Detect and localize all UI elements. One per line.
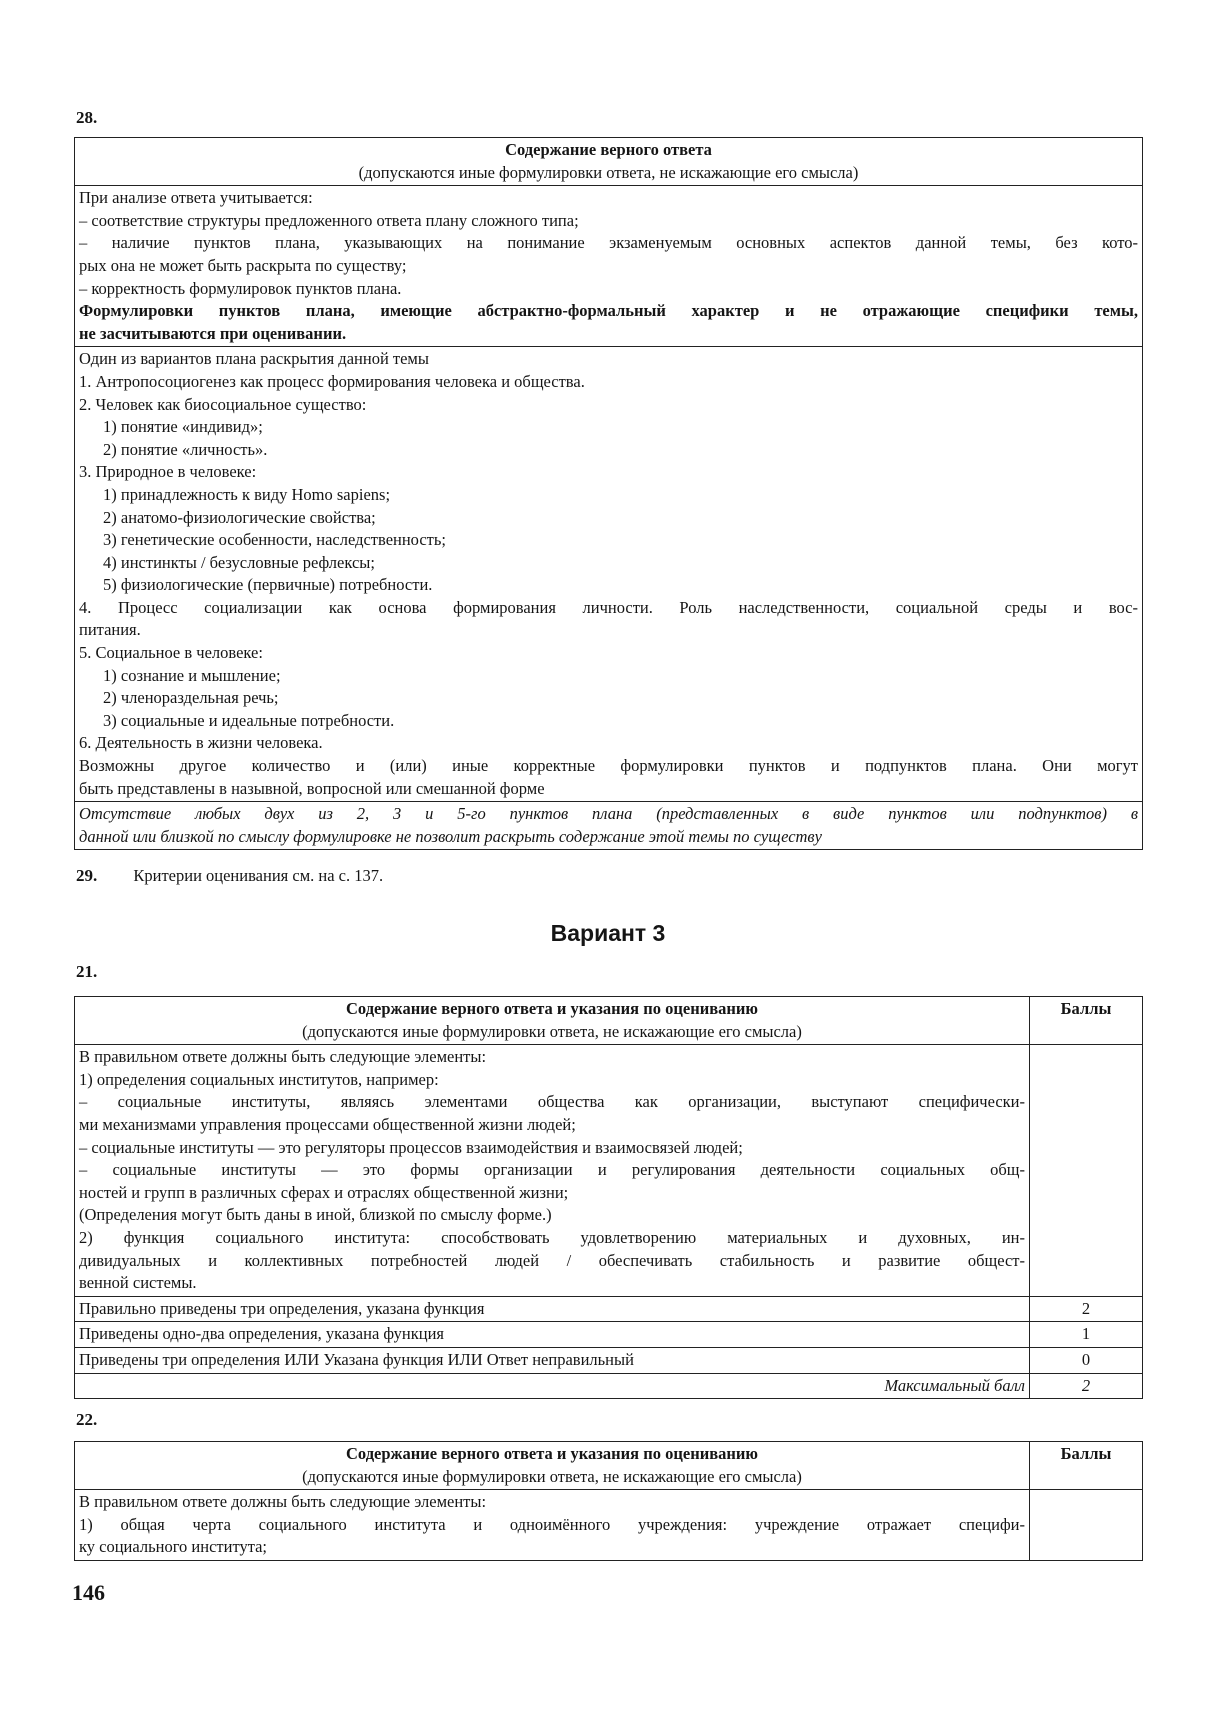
content-cell — [75, 1045, 1030, 1297]
plan-line: 1) принадлежность к виду Homo sapiens; — [103, 484, 391, 504]
content-line: 1) общая черта социального института и одноимённого учреждения: учреждение отражает специфи- — [79, 1514, 1025, 1534]
header-subtitle: (допускаются иные формулировки ответа, не искажающие его смысла) — [358, 162, 859, 182]
table-header — [75, 997, 1030, 1045]
plan-line: 6. Деятельность в жизни человека. — [79, 733, 323, 753]
max-score-label: Максимальный балл — [75, 1373, 1030, 1399]
task-28-table — [74, 137, 1143, 850]
criteria-bold-line: не засчитываются при оценивании. — [79, 323, 347, 343]
score-row — [75, 1322, 1143, 1348]
criteria-line: рых она не может быть раскрыта по существу; — [79, 255, 407, 275]
plan-line: 3) социальные и идеальные потребности. — [103, 710, 395, 730]
plan-cell — [75, 347, 1143, 802]
page-number: 146 — [72, 1580, 105, 1605]
content-line: (Определения могут быть даны в иной, близкой по смыслу форме.) — [79, 1205, 552, 1225]
plan-line: 5. Социальное в человеке: — [79, 643, 263, 663]
score-header: Баллы — [1030, 1442, 1143, 1490]
criteria-line: – корректность формулировок пунктов плана. — [79, 278, 402, 298]
note-line: Отсутствие любых двух из 2, 3 и 5-го пунктов плана (представленных в виде пунктов или подпунктов) в — [79, 804, 1138, 824]
plan-line: 3) генетические особенности, наследственность; — [103, 530, 446, 550]
content-line: 1) определения социальных институтов, например: — [79, 1069, 439, 1089]
score-value: 2 — [1030, 1296, 1143, 1322]
empty-score-cell — [1030, 1045, 1143, 1297]
table-header — [75, 138, 1143, 186]
content-line: ми механизмами управления процессами общественной жизни людей; — [79, 1114, 576, 1134]
score-criterion: Приведены одно-два определения, указана функция — [75, 1322, 1030, 1348]
score-value: 1 — [1030, 1322, 1143, 1348]
content-line: – социальные институты — это формы организации и регулирования деятельности социальных общ- — [79, 1160, 1025, 1180]
content-line: – социальные институты — это регуляторы процессов взаимодействия и взаимосвязей людей; — [79, 1137, 743, 1157]
content-line: ку социального института; — [79, 1537, 268, 1557]
content-line: венной системы. — [79, 1273, 197, 1293]
plan-line: 1. Антропосоциогенез как процесс формирования человека и общества. — [79, 371, 585, 391]
task-29-text: Критерии оценивания см. на с. 137. — [133, 866, 384, 885]
plan-line: 1) понятие «индивид»; — [103, 417, 263, 437]
variant-title: Вариант 3 — [550, 920, 666, 946]
plan-line: 2. Человек как биосоциальное существо: — [79, 394, 367, 414]
score-row — [75, 1296, 1143, 1322]
plan-line: 2) понятие «личность». — [103, 439, 268, 459]
plan-line: быть представлены в назывной, вопросной или смешанной форме — [79, 778, 545, 798]
plan-line: 4) инстинкты / безусловные рефлексы; — [103, 552, 375, 572]
task-28-number: 28. — [76, 108, 98, 127]
task-29 — [76, 866, 383, 886]
content-cell — [75, 1490, 1030, 1561]
content-line: дивидуальных и коллективных потребностей людей / обеспечивать стабильность и развитие общест- — [79, 1250, 1025, 1270]
score-criterion: Правильно приведены три определения, указана функция — [75, 1296, 1030, 1322]
plan-line: Один из вариантов плана раскрытия данной темы — [79, 349, 429, 369]
note-cell — [75, 802, 1143, 850]
plan-line: питания. — [79, 620, 141, 640]
header-title: Содержание верного ответа и указания по оцениванию — [346, 999, 758, 1018]
task-22-number: 22. — [76, 1410, 98, 1429]
score-row — [75, 1347, 1143, 1373]
plan-line: 3. Природное в человеке: — [79, 462, 257, 482]
score-header: Баллы — [1030, 997, 1143, 1045]
content-line: В правильном ответе должны быть следующие элементы: — [79, 1047, 487, 1067]
task-21-number: 21. — [76, 962, 98, 981]
header-subtitle: (допускаются иные формулировки ответа, не искажающие его смысла) — [302, 1466, 802, 1486]
plan-line: 1) сознание и мышление; — [103, 665, 281, 685]
task-29-number: 29. — [76, 866, 98, 885]
criteria-line: При анализе ответа учитывается: — [79, 188, 313, 208]
max-score-row — [75, 1373, 1143, 1399]
criteria-cell — [75, 186, 1143, 347]
criteria-line: – соответствие структуры предложенного ответа плану сложного типа; — [79, 210, 579, 230]
plan-line: 5) физиологические (первичные) потребности. — [103, 575, 433, 595]
plan-line: 2) анатомо-физиологические свойства; — [103, 507, 376, 527]
content-line: ностей и групп в различных сферах и отраслях общественной жизни; — [79, 1182, 569, 1202]
content-line: 2) функция социального института: способствовать удовлетворению материальных и духовных, ин- — [79, 1227, 1025, 1247]
plan-line: Возможны другое количество и (или) иные корректные формулировки пунктов и подпунктов плана. Они могут — [79, 756, 1138, 776]
max-score-value: 2 — [1030, 1373, 1143, 1399]
header-title: Содержание верного ответа — [505, 140, 712, 159]
score-criterion: Приведены три определения ИЛИ Указана функция ИЛИ Ответ неправильный — [75, 1347, 1030, 1373]
header-subtitle: (допускаются иные формулировки ответа, не искажающие его смысла) — [302, 1021, 802, 1041]
plan-line: 2) членораздельная речь; — [103, 688, 279, 708]
plan-line: 4. Процесс социализации как основа формирования личности. Роль наследственности, социальной среды и вос- — [79, 597, 1138, 617]
score-value: 0 — [1030, 1347, 1143, 1373]
task-22-table — [74, 1441, 1143, 1561]
criteria-line: – наличие пунктов плана, указывающих на понимание экзаменуемым основных аспектов данной темы, без кото- — [79, 233, 1138, 253]
task-21-table — [74, 996, 1143, 1399]
empty-score-cell — [1030, 1490, 1143, 1561]
criteria-bold-line: Формулировки пунктов плана, имеющие абстрактно-формальный характер и не отражающие специфики темы, — [79, 301, 1138, 321]
note-line: данной или близкой по смыслу формулировке не позволит раскрыть содержание этой темы по существу — [79, 826, 822, 846]
table-header — [75, 1442, 1030, 1490]
content-line: – социальные институты, являясь элементами общества как организации, выступают специфически- — [79, 1092, 1025, 1112]
header-title: Содержание верного ответа и указания по оцениванию — [346, 1444, 758, 1463]
content-line: В правильном ответе должны быть следующие элементы: — [79, 1492, 487, 1512]
